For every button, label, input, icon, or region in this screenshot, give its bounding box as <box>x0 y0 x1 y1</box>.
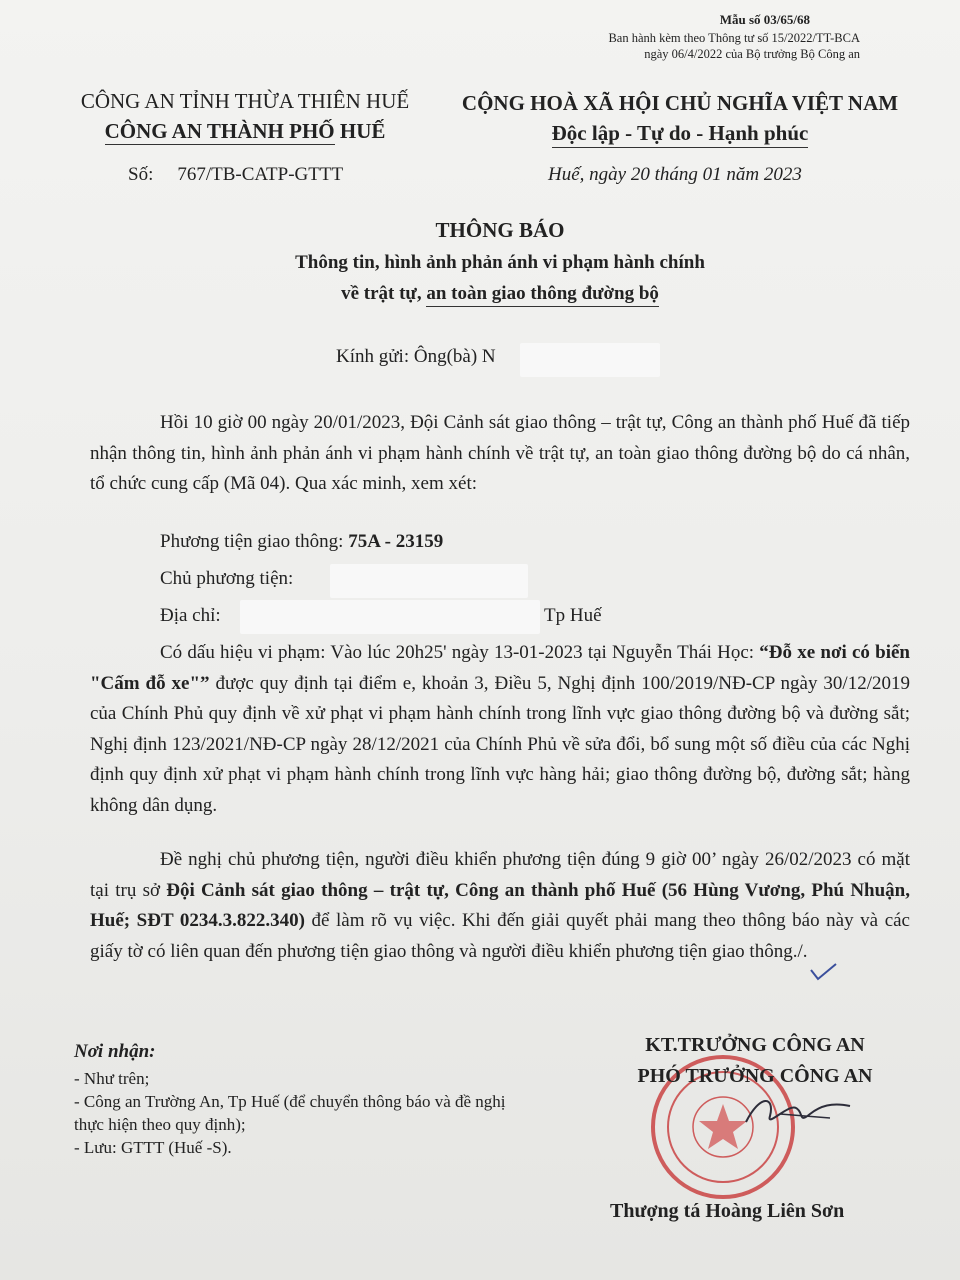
recipient-item: - Công an Trường An, Tp Huế (để chuyển thông báo và đề nghị thực hiện theo quy định); <box>74 1092 506 1134</box>
national-header <box>440 88 920 148</box>
redacted-owner <box>330 564 528 598</box>
form-issuance-note <box>608 30 860 62</box>
field-vehicle: Phương tiện giao thông: 75A - 23159 <box>160 531 444 552</box>
form-number: Mẫu số 03/65/68 <box>719 12 810 27</box>
agency-parent: CÔNG AN TỈNH THỪA THIÊN HUẾ <box>80 89 410 113</box>
salutation: Kính gửi: Ông(bà) N <box>336 346 496 367</box>
paragraph-intro: Hồi 10 giờ 00 ngày 20/01/2023, Đội Cảnh sát giao thông – trật tự, Công an thành phố Huế đã tiếp nhận thông tin, hình ảnh phản ánh vi phạm hành chính về trật tự, an toàn giao thông đường bộ do cá nhân, tổ chức cung cấp (Mã 04). Qua xác minh, xem xét: <box>90 412 910 494</box>
document-number: Số: 767/TB-CATP-GTTT <box>128 164 344 185</box>
field-owner: Chủ phương tiện: <box>160 568 294 589</box>
recipients-heading: Nơi nhận: <box>74 1041 156 1062</box>
form-note-line-2: ngày 06/4/2022 của Bộ trưởng Bộ Công an <box>644 47 860 61</box>
document-title: THÔNG BÁO <box>435 218 565 242</box>
document-subtitle-1: Thông tin, hình ảnh phản ánh vi phạm hành chính <box>295 252 705 273</box>
signer-title <box>600 1030 910 1092</box>
recipient-item: - Lưu: GTTT (Huế -S). <box>74 1138 232 1157</box>
form-note-line-1: Ban hành kèm theo Thông tư số 15/2022/TT-BCA <box>608 31 860 45</box>
signer-title-line-1: KT.TRƯỞNG CÔNG AN <box>645 1034 865 1056</box>
address-city: Tp Huế <box>544 605 602 626</box>
checkmark-icon <box>808 960 838 982</box>
redacted-address <box>240 600 540 634</box>
agency-name: CÔNG AN THÀNH PHỐ HUẾ <box>104 119 386 143</box>
signer-name: Thượng tá Hoàng Liên Sơn <box>610 1200 845 1222</box>
redacted-name <box>520 343 660 377</box>
document-date: Huế, ngày 20 tháng 01 năm 2023 <box>548 164 802 185</box>
issuing-agency-header <box>70 86 420 146</box>
paragraph-violation: Có dấu hiệu vi phạm: Vào lúc 20h25' ngày 13-01-2023 tại Nguyễn Thái Học: “Đỗ xe nơi có biển "Cấm đỗ xe"” được quy định tại điểm e, khoản 3, Điều 5, Nghị định 100/2019/NĐ-CP ngày 30/12/2019 của Chính Phủ quy định về xử phạt vi phạm hành chính trong lĩnh vực giao thông đường bộ và đường sắt; Nghị định 123/2021/NĐ-CP ngày 28/12/2021 của Chính Phủ về sửa đổi, bổ sung một số điều của các Nghị định quy định xử phạt vi phạm hành chính trong lĩnh vực hàng hải; giao thông đường bộ, đường sắt; hàng không dân dụng. <box>90 642 910 816</box>
paragraph-request: Đề nghị chủ phương tiện, người điều khiển phương tiện đúng 9 giờ 00’ ngày 26/02/2023 có mặt tại trụ sở Đội Cảnh sát giao thông – trật tự, Công an thành phố Huế (56 Hùng Vương, Phú Nhuận, Huế; SĐT 0234.3.822.340) để làm rõ vụ việc. Khi đến giải quyết phải mang theo thông báo này và các giấy tờ có liên quan đến phương tiện giao thông và người điều khiển phương tiện giao thông./. <box>90 849 910 962</box>
national-motto: Độc lập - Tự do - Hạnh phúc <box>552 121 809 148</box>
signer-title-line-2: PHÓ TRƯỞNG CÔNG AN <box>637 1065 873 1087</box>
recipients-block <box>74 1040 534 1159</box>
recipient-item: - Như trên; <box>74 1069 150 1088</box>
field-address: Địa chỉ: <box>160 605 221 626</box>
nation-name: CỘNG HOÀ XÃ HỘI CHỦ NGHĨA VIỆT NAM <box>461 91 899 115</box>
document-subtitle-2: về trật tự, an toàn giao thông đường bộ <box>0 283 960 305</box>
